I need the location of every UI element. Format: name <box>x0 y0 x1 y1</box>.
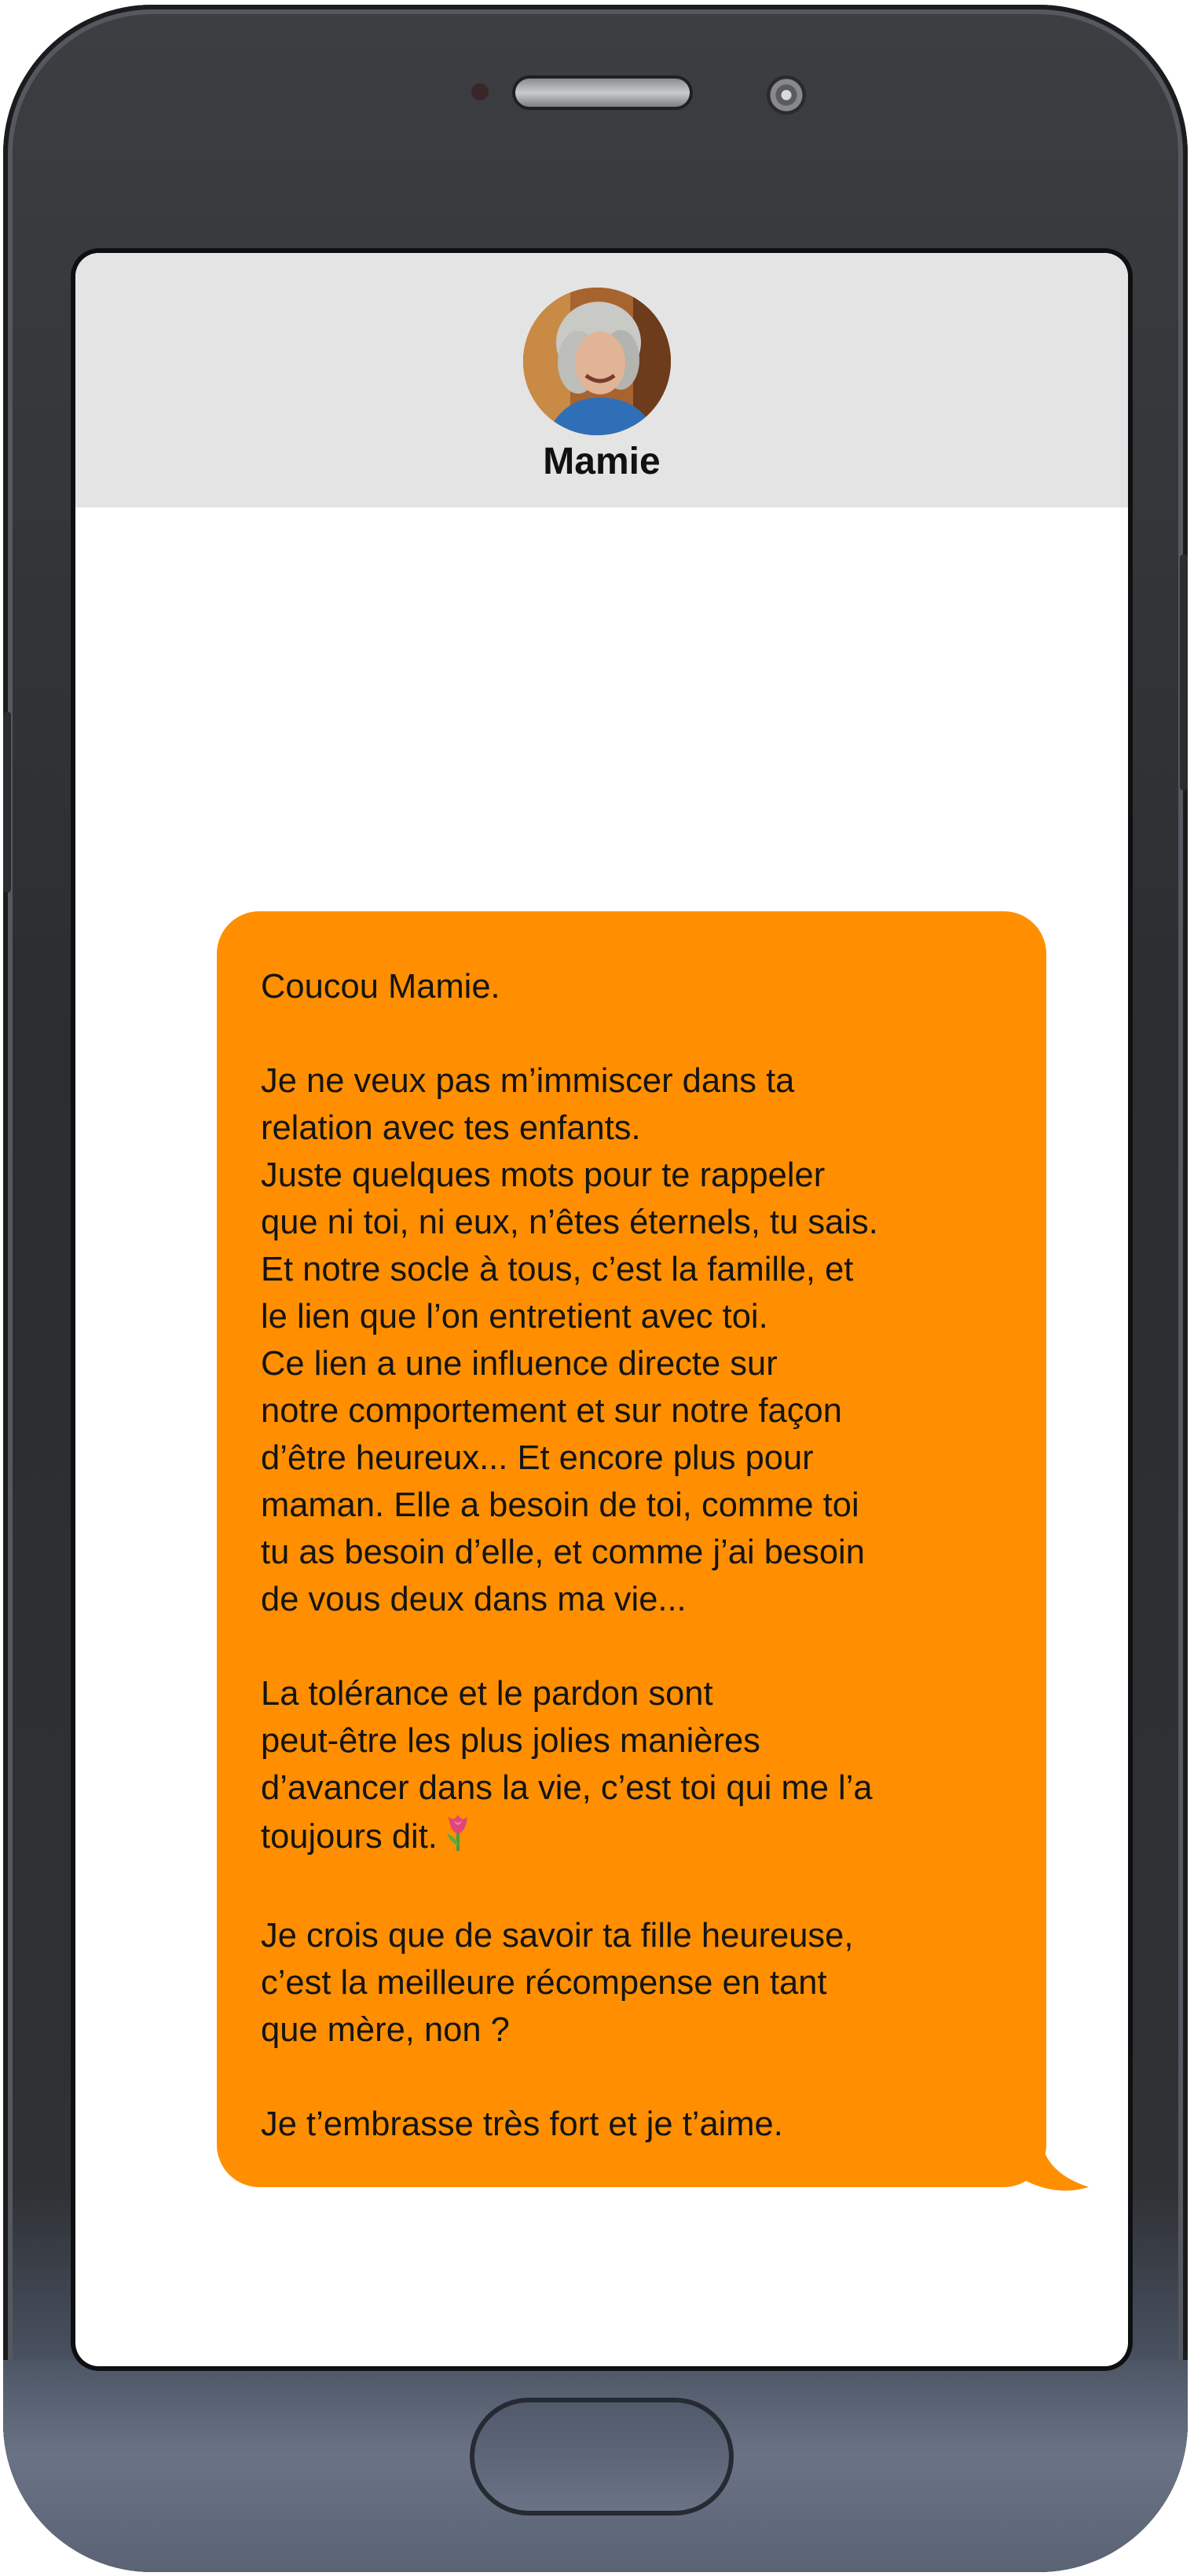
message-line: peut-être les plus jolies manières <box>261 1722 760 1760</box>
message-line <box>261 1010 1015 1057</box>
earpiece-speaker <box>515 79 690 107</box>
message-line <box>261 1865 1015 1912</box>
message-bubble[interactable] <box>217 911 1046 2187</box>
message-line: La tolérance et le pardon sont <box>261 1675 713 1713</box>
message-line: Je ne veux pas m’immiscer dans ta <box>261 1062 795 1100</box>
proximity-sensor <box>471 83 489 101</box>
message-line: Juste quelques mots pour te rappeler <box>261 1156 826 1194</box>
message-line: Coucou Mamie. <box>261 968 500 1006</box>
contact-name[interactable]: Mamie <box>543 441 661 482</box>
message-line: tu as besoin d’elle, et comme j’ai besoin <box>261 1534 865 1571</box>
message-line: Et notre socle à tous, c’est la famille, et <box>261 1251 854 1288</box>
message-line: que ni toi, ni eux, n’êtes éternels, tu sais. <box>261 1204 878 1241</box>
message-line: c’est la meilleure récompense en tant <box>261 1964 827 2002</box>
message-line-text: toujours dit. <box>261 1818 438 1856</box>
message-line: relation avec tes enfants. <box>261 1109 641 1147</box>
message-line-with-emoji <box>261 1812 1015 1865</box>
volume-button <box>3 712 11 892</box>
message-line: que mère, non ? <box>261 2011 510 2049</box>
message-line <box>261 2054 1015 2101</box>
message-line: Je t’embrasse très fort et je t’aime. <box>261 2105 783 2143</box>
avatar[interactable] <box>523 288 671 435</box>
phone-screen <box>75 253 1128 2366</box>
message-line: Je crois que de savoir ta fille heureuse, <box>261 1917 854 1955</box>
message-line: notre comportement et sur notre façon <box>261 1392 842 1430</box>
bubble-tail <box>1018 2142 1089 2197</box>
message-line: de vous deux dans ma vie... <box>261 1581 687 1618</box>
message-line: d’avancer dans la vie, c’est toi qui me l’a <box>261 1769 873 1807</box>
tulip-icon <box>442 1812 474 1865</box>
conversation-header <box>75 253 1128 508</box>
message-line: maman. Elle a besoin de toi, comme toi <box>261 1486 859 1524</box>
message-line: Ce lien a une influence directe sur <box>261 1345 778 1383</box>
message-line: d’être heureux... Et encore plus pour <box>261 1439 814 1477</box>
message-line: le lien que l’on entretient avec toi. <box>261 1298 768 1336</box>
phone-frame <box>3 5 1188 2572</box>
home-button[interactable] <box>470 2398 734 2516</box>
message-line <box>261 1623 1015 1670</box>
power-button <box>1180 555 1188 790</box>
front-camera-icon <box>767 75 806 115</box>
